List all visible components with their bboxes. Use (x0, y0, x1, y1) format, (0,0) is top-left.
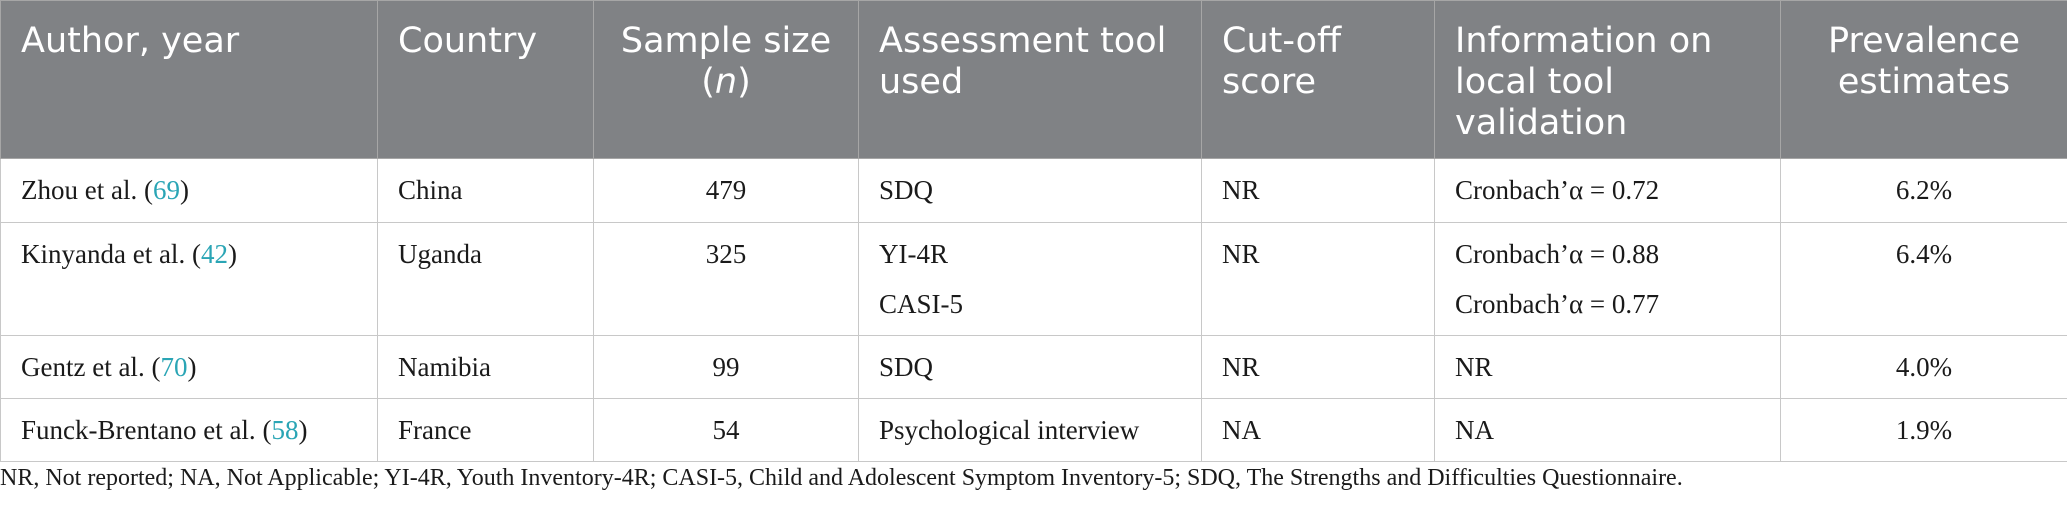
cell-country: Namibia (378, 336, 594, 399)
validation-item: Cronbach’α = 0.77 (1455, 289, 1660, 319)
cell-sample-size: 479 (594, 159, 859, 223)
cell-prevalence: 1.9% (1781, 399, 2067, 462)
cell-tool (859, 223, 1202, 336)
table-body (1, 159, 2067, 462)
author-name: Zhou et al. (21, 175, 138, 205)
cell-validation (1435, 336, 1781, 399)
cell-validation (1435, 159, 1781, 223)
cell-sample-size: 99 (594, 336, 859, 399)
cell-cutoff: NR (1202, 336, 1435, 399)
tool-item: SDQ (879, 352, 934, 382)
header-author-year: Author, year (1, 1, 378, 159)
cell-tool (859, 336, 1202, 399)
tool-item: CASI-5 (879, 289, 964, 319)
table-row (1, 223, 2067, 336)
table-row (1, 159, 2067, 223)
cell-validation (1435, 223, 1781, 336)
table-row (1, 399, 2067, 462)
cell-author: Funck-Brentano et al. (58) (1, 399, 378, 462)
table-row (1, 336, 2067, 399)
cell-validation (1435, 399, 1781, 462)
cell-cutoff: NA (1202, 399, 1435, 462)
header-local-validation: Information on local tool validation (1435, 1, 1781, 159)
validation-item: Cronbach’α = 0.88 (1455, 239, 1660, 269)
author-name: Gentz et al. (21, 352, 145, 382)
cell-sample-size: 325 (594, 223, 859, 336)
header-sample-size-label: Sample size (620, 21, 832, 61)
cell-prevalence: 6.4% (1781, 223, 2067, 336)
cell-prevalence: 6.2% (1781, 159, 2067, 223)
header-sample-size-symbol: n (714, 62, 738, 102)
tool-item: Psychological interview (879, 415, 1140, 445)
validation-item: NR (1455, 352, 1493, 382)
cell-country: France (378, 399, 594, 462)
reference-link[interactable]: 42 (200, 239, 228, 269)
validation-item: Cronbach’α = 0.72 (1455, 175, 1660, 205)
cell-author: Kinyanda et al. (42) (1, 223, 378, 336)
cell-country: China (378, 159, 594, 223)
reference-link[interactable]: 69 (152, 175, 180, 205)
cell-sample-size: 54 (594, 399, 859, 462)
tool-item: SDQ (879, 175, 934, 205)
validation-item: NA (1455, 415, 1494, 445)
reference-link[interactable]: 58 (271, 415, 299, 445)
tool-item: YI-4R (879, 239, 948, 269)
cell-cutoff: NR (1202, 223, 1435, 336)
author-name: Funck-Brentano et al. (21, 415, 256, 445)
table-footnote: NR, Not reported; NA, Not Applicable; YI-4R, Youth Inventory-4R; CASI-5, Child and Adolescent Symptom Inventory-5; SDQ, The Strengths and Difficulties Questionnaire. (0, 465, 1683, 491)
header-row (1, 1, 2067, 159)
cell-country: Uganda (378, 223, 594, 336)
author-name: Kinyanda et al. (21, 239, 186, 269)
header-prevalence: Prevalence estimates (1781, 1, 2067, 159)
cell-tool (859, 399, 1202, 462)
header-country: Country (378, 1, 594, 159)
cell-tool (859, 159, 1202, 223)
cell-author: Zhou et al. (69) (1, 159, 378, 223)
header-assessment-tool: Assessment tool used (859, 1, 1202, 159)
table-header (1, 1, 2067, 159)
cell-prevalence: 4.0% (1781, 336, 2067, 399)
cell-author: Gentz et al. (70) (1, 336, 378, 399)
reference-link[interactable]: 70 (160, 352, 188, 382)
header-sample-size: Sample size (n) (594, 1, 859, 159)
header-cutoff-score: Cut-off score (1202, 1, 1435, 159)
cell-cutoff: NR (1202, 159, 1435, 223)
